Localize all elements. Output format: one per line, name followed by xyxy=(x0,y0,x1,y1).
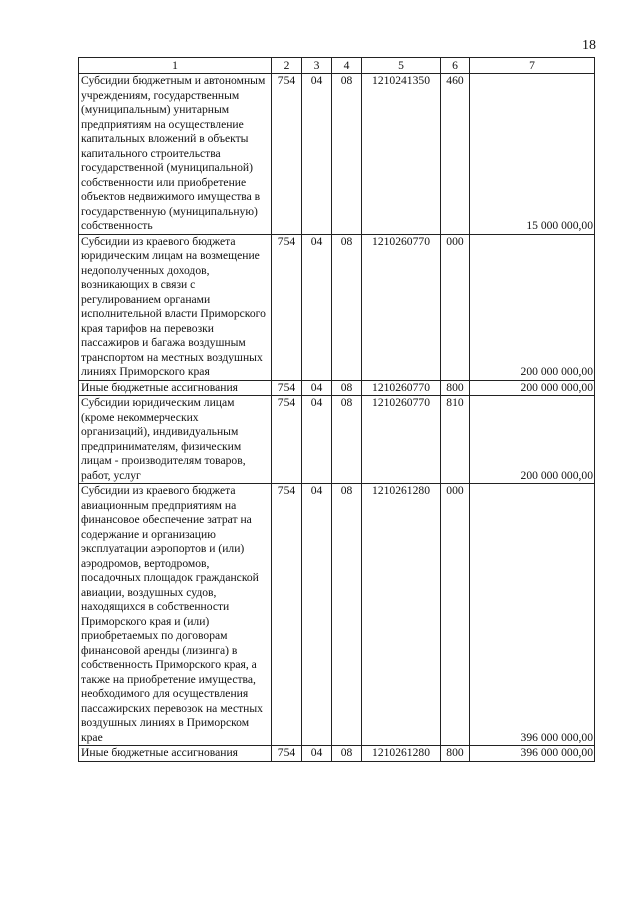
page-number: 18 xyxy=(582,38,596,53)
row-code-expense: 000 xyxy=(441,484,470,746)
header-cell-2: 2 xyxy=(272,58,302,74)
row-amount: 200 000 000,00 xyxy=(470,380,595,396)
row-amount: 15 000 000,00 xyxy=(470,74,595,235)
row-code-section: 04 xyxy=(302,380,332,396)
row-amount: 200 000 000,00 xyxy=(470,234,595,380)
header-cell-7: 7 xyxy=(470,58,595,74)
row-code-expense: 800 xyxy=(441,380,470,396)
header-cell-5: 5 xyxy=(362,58,441,74)
table-row xyxy=(79,74,595,235)
row-code-subsection: 08 xyxy=(332,396,362,484)
row-code-section: 04 xyxy=(302,396,332,484)
row-name: Субсидии юридическим лицам (кроме некоммерческих организаций), индивидуальным предпринимателям, физическим лицам - производителям товаров, работ, услуг xyxy=(79,396,272,484)
header-cell-1: 1 xyxy=(79,58,272,74)
table-row xyxy=(79,484,595,746)
row-code-ministry: 754 xyxy=(272,484,302,746)
row-name: Иные бюджетные ассигнования xyxy=(79,380,272,396)
row-code-subsection: 08 xyxy=(332,380,362,396)
row-amount: 396 000 000,00 xyxy=(470,746,595,762)
row-code-subsection: 08 xyxy=(332,746,362,762)
row-code-subsection: 08 xyxy=(332,484,362,746)
row-code-section: 04 xyxy=(302,484,332,746)
row-code-ministry: 754 xyxy=(272,746,302,762)
row-code-ministry: 754 xyxy=(272,380,302,396)
table-row xyxy=(79,234,595,380)
row-code-section: 04 xyxy=(302,746,332,762)
row-code-expense: 460 xyxy=(441,74,470,235)
row-code-expense: 000 xyxy=(441,234,470,380)
row-code-target: 1210260770 xyxy=(362,380,441,396)
row-code-subsection: 08 xyxy=(332,74,362,235)
row-name: Субсидии бюджетным и автономным учреждениям, государственным (муниципальным) унитарным предприятиям на осуществление капитальных вложений в объекты капитального строительства государственной (муниципальной) собственности или приобретение объектов недвижимого имущества в государственную (муниципальную) собственность xyxy=(79,74,272,235)
row-code-ministry: 754 xyxy=(272,234,302,380)
table-row xyxy=(79,746,595,762)
row-code-target: 1210261280 xyxy=(362,746,441,762)
row-code-expense: 800 xyxy=(441,746,470,762)
row-code-target: 1210261280 xyxy=(362,484,441,746)
row-name: Субсидии из краевого бюджета авиационным предприятиям на финансовое обеспечение затрат на содержание и организацию эксплуатации аэропортов и (или) аэродромов, вертодромов, посадочных площадок гражданской авиации, воздушных судов, находящихся в собственности Приморского края и (или) приобретаемых по договорам финансовой аренды (лизинга) в собственность Приморского края, а также на приобретение имущества, необходимого для осуществления пассажирских перевозок на местных воздушных линиях в Приморском крае xyxy=(79,484,272,746)
header-row xyxy=(79,58,595,74)
header-cell-3: 3 xyxy=(302,58,332,74)
table-row xyxy=(79,380,595,396)
row-amount: 200 000 000,00 xyxy=(470,396,595,484)
row-code-target: 1210260770 xyxy=(362,396,441,484)
row-name: Субсидии из краевого бюджета юридическим лицам на возмещение недополученных доходов, возникающих в связи с регулированием органами исполнительной власти Приморского края тарифов на перевозки пассажиров и багажа воздушным транспортом на местных воздушных линиях Приморского края xyxy=(79,234,272,380)
row-code-target: 1210241350 xyxy=(362,74,441,235)
table-row xyxy=(79,396,595,484)
row-code-section: 04 xyxy=(302,74,332,235)
budget-table xyxy=(78,57,595,762)
row-code-target: 1210260770 xyxy=(362,234,441,380)
row-code-expense: 810 xyxy=(441,396,470,484)
row-code-ministry: 754 xyxy=(272,396,302,484)
row-code-subsection: 08 xyxy=(332,234,362,380)
header-cell-6: 6 xyxy=(441,58,470,74)
row-code-section: 04 xyxy=(302,234,332,380)
row-name: Иные бюджетные ассигнования xyxy=(79,746,272,762)
row-amount: 396 000 000,00 xyxy=(470,484,595,746)
row-code-ministry: 754 xyxy=(272,74,302,235)
header-cell-4: 4 xyxy=(332,58,362,74)
